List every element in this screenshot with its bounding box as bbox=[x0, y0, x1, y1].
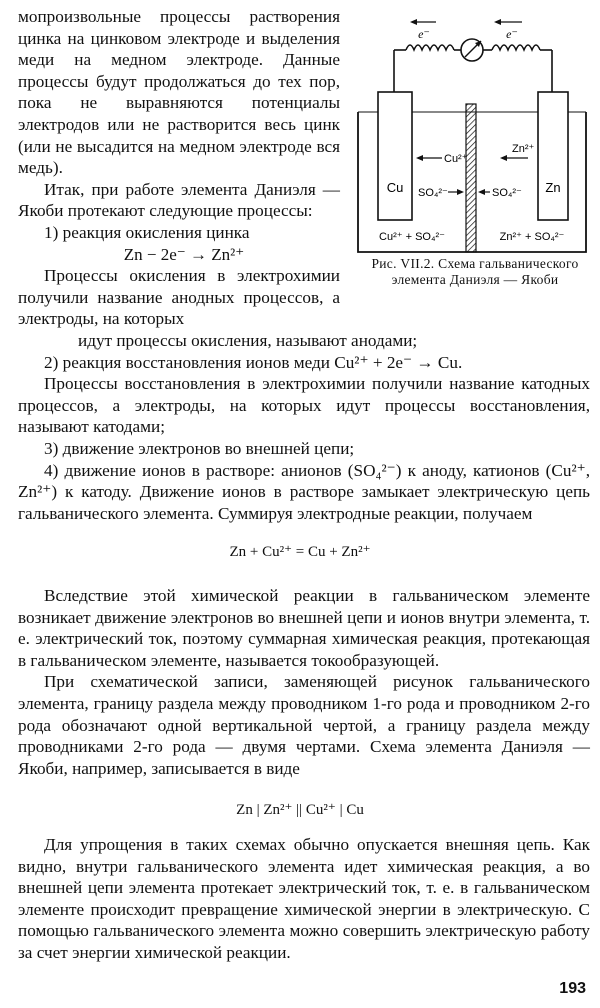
paragraph-continuation: мопроизвольные процессы растворения цинка на цинковом электроде и выделения меди на медном электроде. Данные процессы будут продолжаться до тех пор, пока не выравняются потенциалы электродов или не растворится весь цинк (или не высадится на медном электроде вся медь). bbox=[18, 7, 340, 178]
porous-membrane bbox=[466, 104, 476, 252]
copper-sulfate-label: Cu²⁺ + SO₄²⁻ bbox=[379, 231, 445, 243]
list-item-electron-movement: 3) движение электронов во внешней цепи; bbox=[44, 438, 355, 458]
electron-label-right: e⁻ bbox=[506, 27, 518, 41]
so4-left-label: SO₄²⁻ bbox=[418, 187, 448, 199]
main-text-bottom bbox=[18, 834, 590, 964]
zn-ion-label: Zn²⁺ bbox=[512, 143, 535, 155]
main-text-middle bbox=[18, 585, 590, 779]
zinc-sulfate-label: Zn²⁺ + SO₄²⁻ bbox=[499, 231, 565, 243]
right-coil bbox=[492, 45, 540, 50]
galvanic-cell-diagram bbox=[354, 8, 590, 258]
so4-right-label: SO₄²⁻ bbox=[492, 187, 522, 199]
page-number: 193 bbox=[559, 980, 586, 997]
paragraph-energy-conversion: Для упрощения в таких схемах обычно опускается внешняя цепь. Как видно, внутри гальванического элемента идет химическая реакция, а во внешней цепи элемента протекает электрический ток, т. е. в гальваническом элементе происходит превращение химической энергии в электрическую. С помощью гальванического элемента можно совершить электрическую работу за счет энергии химической реакции. bbox=[18, 835, 590, 962]
cell-scheme: Zn | Zn²⁺ || Cu²⁺ | Cu bbox=[236, 802, 364, 818]
paragraph-current-forming: Вследствие этой химической реакции в гальваническом элементе возникает движение электронов во внешней цепи и ионов внутри элемента, т. е. электрический ток, поэтому суммарная химическая реакция, протекающая в гальваническом элементе, называется токообразующей. bbox=[18, 586, 590, 670]
figure-caption: Рис. VII.2. Схема гальванического элемента Даниэля — Якоби bbox=[371, 256, 579, 287]
copper-electrode bbox=[378, 92, 412, 220]
formula-zinc-oxidation: Zn − 2e⁻ → Zn²⁺ bbox=[123, 244, 245, 264]
paragraph-cathodic-processes: Процессы восстановления в электрохимии получили название катодных процессов, а электроды, на которых идут процессы восстановления, называют катодами; bbox=[18, 374, 590, 437]
cu-ion-label: Cu²⁺ bbox=[444, 153, 468, 165]
copper-label: Cu bbox=[386, 180, 404, 195]
main-text-top bbox=[18, 330, 590, 524]
electron-label-left: e⁻ bbox=[418, 27, 430, 41]
zinc-label: Zn bbox=[545, 180, 561, 195]
overall-reaction-equation: Zn + Cu²⁺ = Cu + Zn²⁺ bbox=[229, 544, 371, 560]
list-item-reduction: 2) реакция восстановления ионов меди Cu²⁺ + 2e⁻ → Cu. bbox=[44, 352, 463, 372]
paragraph-scheme-notation: При схематической записи, заменяющей рисунок гальванического элемента, границу раздела между проводником 1-го рода и проводником 2-го рода обозначают одной вертикальной чертой, а границу раздела между проводниками 2-го рода — двумя чертами. Схема элемента Даниэля — Якоби, например, записывается в виде bbox=[18, 672, 590, 778]
zinc-electrode bbox=[538, 92, 568, 220]
list-item-ion-movement: 4) движение ионов в растворе: анионов (SO₄²⁻) к аноду, катионов (Cu²⁺, Zn²⁺) к катоду. Движение ионов в растворе замыкает электрическую цепь гальванического элемента. Суммируя электродные реакции, получаем bbox=[18, 460, 590, 523]
left-coil bbox=[406, 45, 454, 50]
paragraph-anodic-processes: Процессы окисления в электрохимии получили название анодных процессов, а электроды, на которых bbox=[18, 266, 340, 329]
left-column bbox=[18, 6, 340, 330]
paragraph-processes-intro: Итак, при работе элемента Даниэля — Якоби протекают следующие процессы: bbox=[18, 179, 340, 221]
list-item-oxidation: 1) реакция окисления цинка bbox=[44, 222, 250, 242]
paragraph-anodes-end: идут процессы окисления, называют анодами; bbox=[78, 331, 418, 350]
